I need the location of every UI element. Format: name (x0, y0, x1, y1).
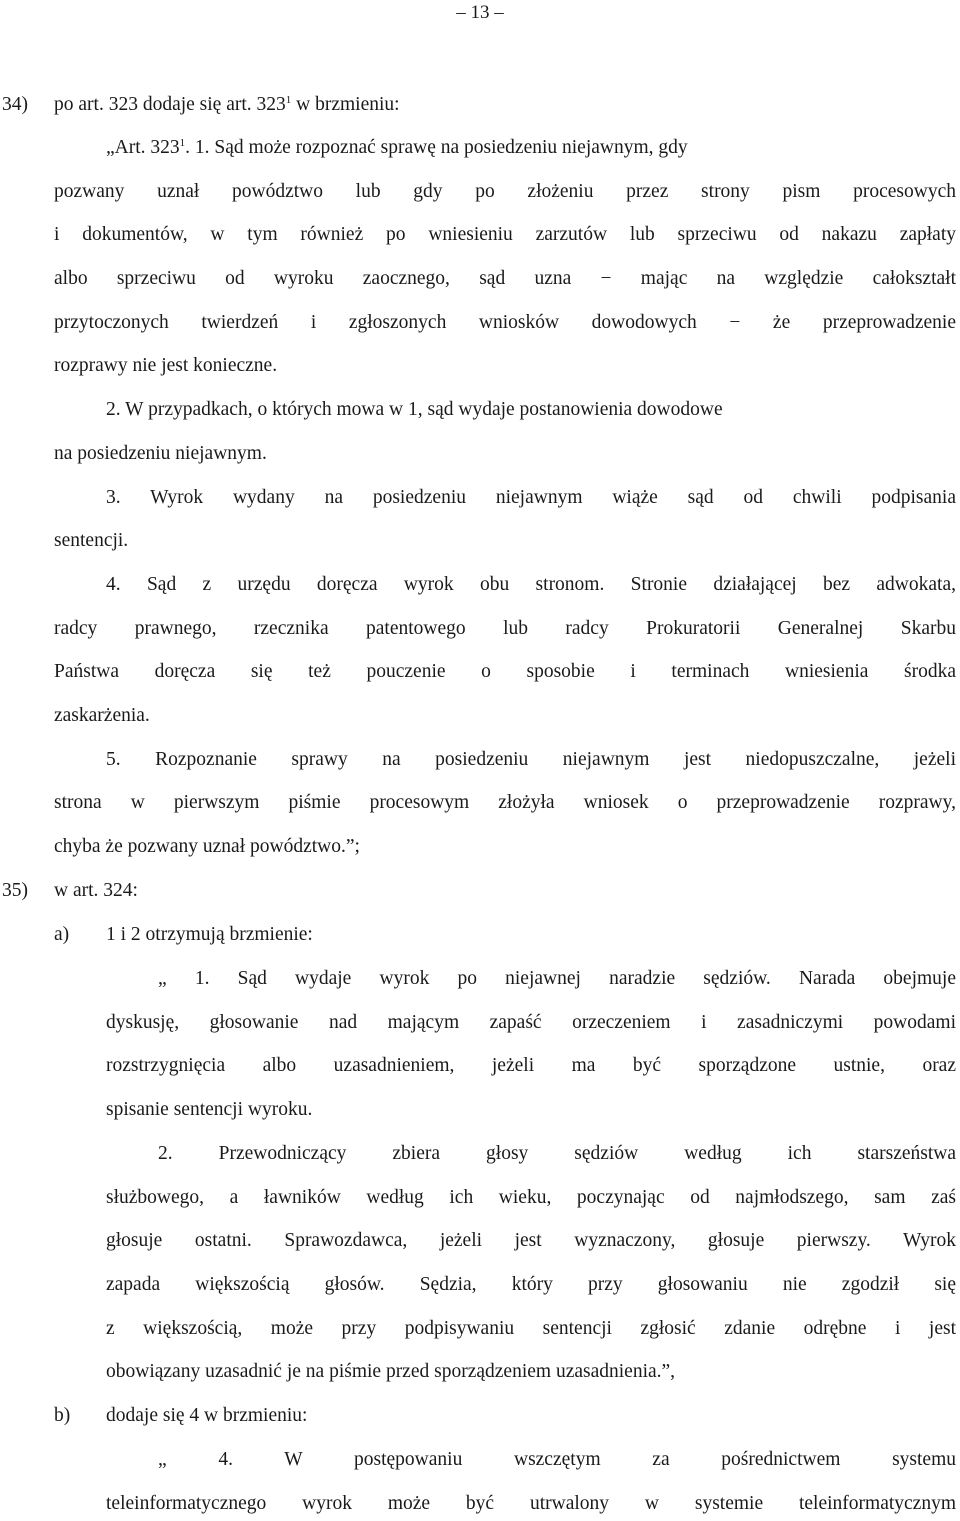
item-intro: w art. 324: (54, 880, 138, 901)
text-line: radcy prawnego, rzecznika patentowego lub radcy Prokuratorii Generalnej Skarbu (54, 618, 956, 639)
paragraph-3: 3. Wyrok wydany na posiedzeniu niejawnym wiąże sąd od chwili podpisania (106, 487, 956, 508)
text-line: obowiązany uzasadnić je na piśmie przed sporządzeniem uzasadnienia.”, (106, 1361, 676, 1382)
subitem-label: a) (54, 924, 70, 945)
item-number: 34) (2, 94, 28, 115)
text-line: sentencji. (54, 530, 129, 551)
text-line: służbowego, a ławników według ich wieku, poczynając od najmłodszego, sam zaś (106, 1187, 956, 1208)
article-heading (106, 135, 956, 161)
page-number: – 13 – (456, 2, 504, 23)
paragraph-4: 4. Sąd z urzędu doręcza wyrok obu stronom. Stronie działającej bez adwokata, (106, 574, 956, 595)
paragraph-1-start: 1. Sąd może rozpoznać sprawę na posiedzeniu niejawnym, gdy (194, 137, 688, 158)
text-line: strona w pierwszym piśmie procesowym złożyła wniosek o przeprowadzenie rozprawy, (54, 792, 956, 813)
item-intro (54, 92, 956, 118)
paragraph-1: „ 1. Sąd wydaje wyrok po niejawnej naradzie sędziów. Narada obejmuje (158, 968, 956, 989)
text-line: i dokumentów, w tym również po wniesieniu zarzutów lub sprzeciwu od nakazu zapłaty (54, 224, 956, 245)
subitem-b-text: dodaje się 4 w brzmieniu: (106, 1405, 308, 1426)
intro-text: po art. 323 dodaje się art. 323 (54, 94, 286, 115)
article-sep: . (185, 137, 195, 158)
text-line: na posiedzeniu niejawnym. (54, 443, 267, 464)
text-line: pozwany uznał powództwo lub gdy po złożeniu przez strony pism procesowych (54, 181, 956, 202)
superscript: 1 (179, 137, 186, 149)
subitem-a-text: 1 i 2 otrzymują brzmienie: (106, 924, 313, 945)
text-line: spisanie sentencji wyroku. (106, 1099, 313, 1120)
text-line: dyskusję, głosowanie nad mającym zapaść orzeczeniem i zasadniczymi powodami (106, 1012, 956, 1033)
superscript: 1 (285, 94, 292, 106)
intro-end: w brzmieniu: (291, 94, 400, 115)
text-line: teleinformatycznego wyrok może być utrwalony w systemie teleinformatycznym (106, 1493, 956, 1514)
text-line: rozprawy nie jest konieczne. (54, 355, 278, 376)
paragraph-2: 2. Przewodniczący zbiera głosy sędziów według ich starszeństwa (158, 1143, 956, 1164)
text-line: zapada większością głosów. Sędzia, który przy głosowaniu nie zgodził się (106, 1274, 956, 1295)
paragraph-2: 2. W przypadkach, o których mowa w 1, sąd wydaje postanowienia dowodowe (106, 399, 723, 420)
text-line: chyba że pozwany uznał powództwo.”; (54, 836, 360, 857)
text-line: Państwa doręcza się też pouczenie o sposobie i terminach wniesienia środka (54, 661, 956, 682)
paragraph-4: „ 4. W postępowaniu wszczętym za pośrednictwem systemu (158, 1449, 956, 1470)
item-number: 35) (2, 880, 28, 901)
text-line: przytoczonych twierdzeń i zgłoszonych wniosków dowodowych − że przeprowadzenie (54, 312, 956, 333)
paragraph-5: 5. Rozpoznanie sprawy na posiedzeniu niejawnym jest niedopuszczalne, jeżeli (106, 749, 956, 770)
text-line: albo sprzeciwu od wyroku zaocznego, sąd uzna − mając na względzie całokształt (54, 268, 956, 289)
article-label: „Art. 323 (106, 137, 180, 158)
text-line: głosuje ostatni. Sprawozdawca, jeżeli jest wyznaczony, głosuje pierwszy. Wyrok (106, 1230, 956, 1251)
subitem-label: b) (54, 1405, 71, 1426)
text-line: zaskarżenia. (54, 705, 150, 726)
text-line: z większością, może przy podpisywaniu sentencji zgłosić zdanie odrębne i jest (106, 1318, 956, 1339)
text-line: rozstrzygnięcia albo uzasadnieniem, jeżeli ma być sporządzone ustnie, oraz (106, 1055, 956, 1076)
